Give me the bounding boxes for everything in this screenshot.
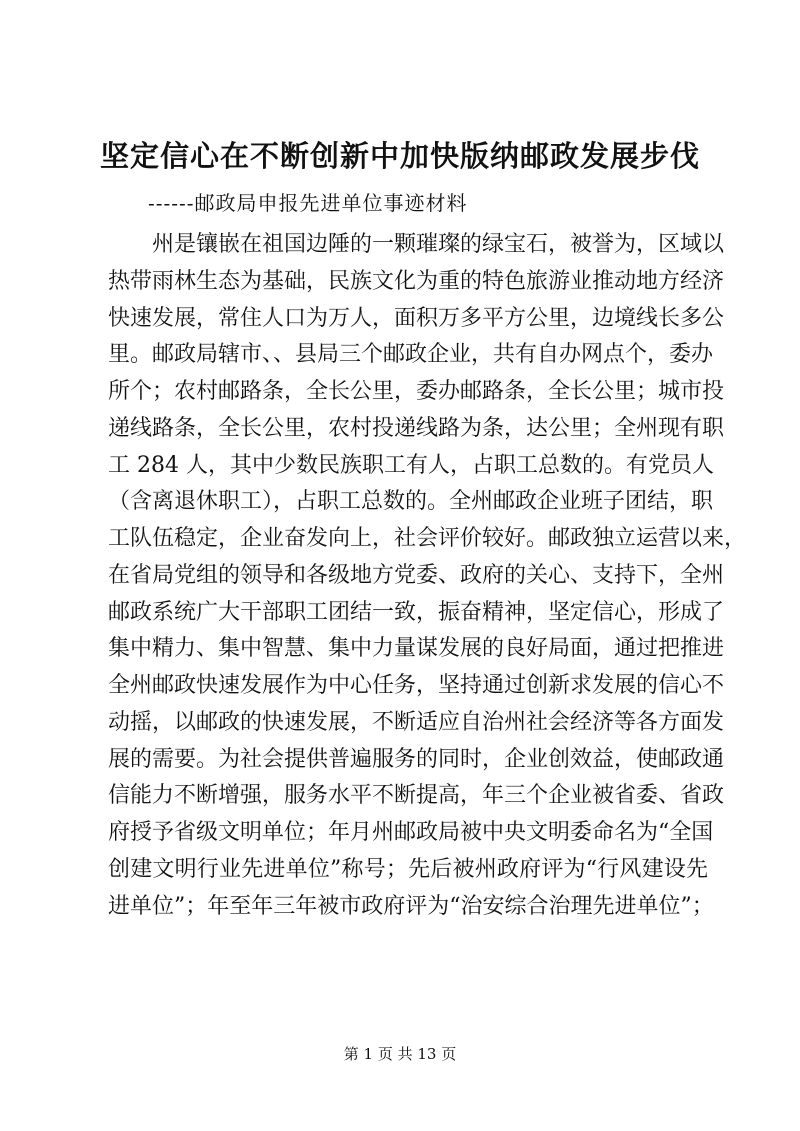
paragraph-line: 工 284 人，其中少数民族职工有人，占职工总数的。有党员人 [108, 452, 714, 478]
paragraph-line: 府授予省级文明单位；年月州邮政局被中央文明委命名为“全国 [108, 820, 714, 845]
paragraph-line: 动摇，以邮政的快速发展，不断适应自治州社会经济等各方面发 [108, 709, 725, 735]
paragraph-line: 所个；农村邮路条，全长公里，委办邮路条，全长公里；城市投 [108, 379, 725, 404]
paragraph-line: 信能力不断增强，服务水平不断提高，年三个企业被省委、省政 [108, 783, 725, 809]
document-subtitle: ------邮政局申报先进单位事迹材料 [148, 191, 468, 215]
paragraph-line: 州是镶嵌在祖国边陲的一颗璀璨的绿宝石，被誉为，区域以 [152, 232, 725, 257]
paragraph-line: 热带雨林生态为基础，民族文化为重的特色旅游业推动地方经济 [108, 268, 725, 294]
paragraph-line: 里。邮政局辖市、、县局三个邮政企业，共有自办网点个，委办 [108, 342, 714, 368]
paragraph-line: 全州邮政快速发展作为中心任务，坚持通过创新求发展的信心不 [108, 673, 725, 698]
paragraph-line: 创建文明行业先进单位”称号；先后被州政府评为“行风建设先 [108, 856, 708, 882]
paragraph-line: 进单位”；年至年三年被市政府评为“治安综合治理先进单位”； [108, 893, 714, 919]
page-number-footer: 第 1 页 共 13 页 [343, 1045, 457, 1063]
paragraph-line: 集中精力、集中智慧、集中力量谋发展的良好局面，通过把推进 [108, 636, 725, 662]
body-paragraph [108, 227, 747, 925]
paragraph-line: 展的需要。为社会提供普遍服务的同时，企业创效益，使邮政通 [108, 746, 725, 772]
paragraph-line: （含离退休职工），占职工总数的。全州邮政企业班子团结，职 [108, 489, 714, 515]
paragraph-line: 邮政系统广大干部职工团结一致，振奋精神，坚定信心，形成了 [108, 599, 725, 625]
paragraph-line: 工队伍稳定，企业奋发向上，社会评价较好。邮政独立运营以来， [108, 526, 747, 551]
paragraph-line: 在省局党组的领导和各级地方党委、政府的关心、支持下，全州 [108, 562, 725, 588]
paragraph-line: 递线路条，全长公里，农村投递线路为条，达公里；全州现有职 [108, 415, 725, 441]
paragraph-line: 快速发展，常住人口为万人，面积万多平方公里，边境线长多公 [108, 305, 725, 331]
document-title: 坚定信心在不断创新中加快版纳邮政发展步伐 [99, 139, 700, 173]
